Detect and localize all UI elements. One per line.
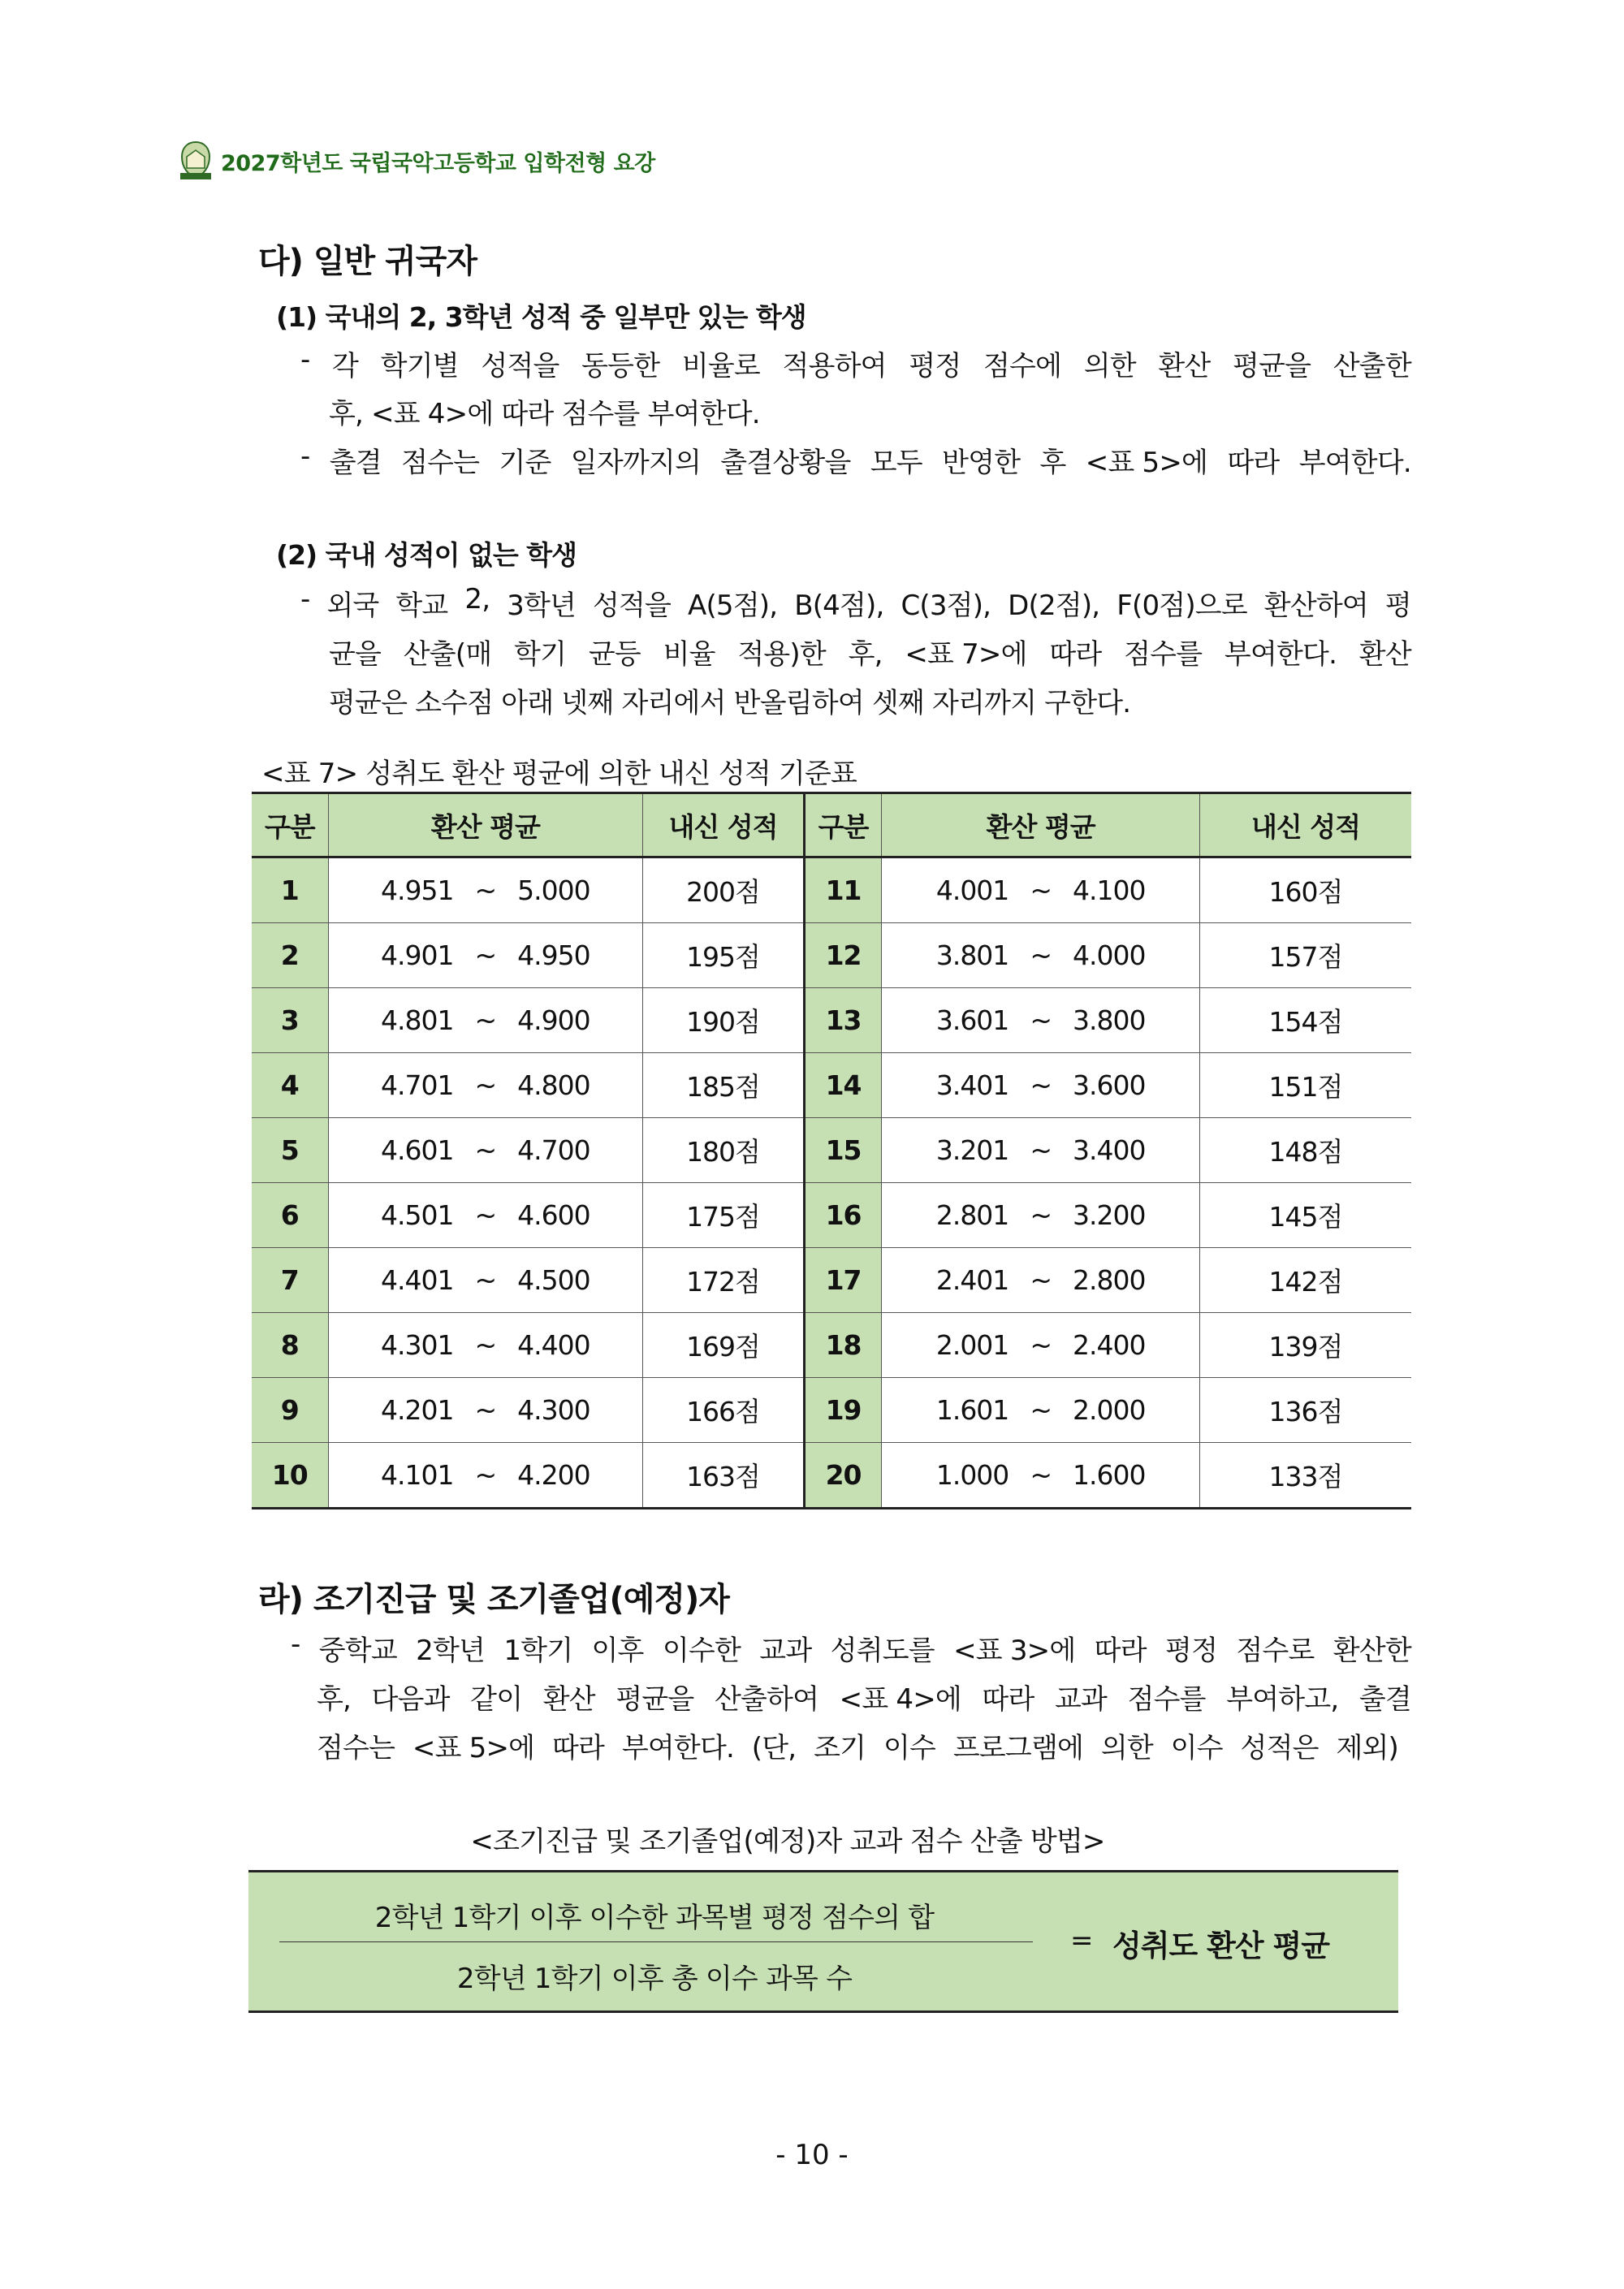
word: 산출(매 (403, 638, 492, 671)
average-range (882, 923, 1200, 988)
table-row (252, 1378, 1411, 1443)
word: <표 5>에 (412, 1732, 535, 1764)
word: 조기 (814, 1732, 866, 1764)
paragraph-line (317, 1677, 1411, 1717)
word: 부여한다. (1224, 638, 1337, 671)
range-high: 4.500 (517, 1264, 590, 1296)
formula-box (248, 1870, 1398, 2013)
score-cell (643, 1053, 805, 1118)
range-high: 4.200 (517, 1459, 590, 1491)
index-value: 13 (825, 1004, 862, 1036)
word: 점수에 (983, 350, 1062, 382)
range-low: 4.201 (381, 1394, 454, 1426)
paragraph-line: 후, <표 4>에 따라 점수를 부여한다. (329, 398, 760, 430)
score-value: 148점 (1268, 1136, 1343, 1168)
index-value: 16 (825, 1199, 862, 1231)
word: 출결상황을 (720, 447, 851, 479)
table-row (252, 1053, 1411, 1118)
range-low: 4.301 (381, 1329, 454, 1361)
word: 비율로 (681, 350, 760, 382)
word: 평정 (909, 350, 961, 382)
score-cell (1199, 1053, 1411, 1118)
row-index (252, 923, 328, 988)
word: 평균을 (615, 1683, 694, 1716)
word: 학기별 (380, 350, 459, 382)
word: - (291, 1628, 300, 1661)
word: 부여한다. (1298, 447, 1411, 479)
word: 중학교 (318, 1635, 397, 1667)
range-low: 4.601 (381, 1134, 454, 1166)
range-tilde: ~ (1030, 1199, 1052, 1231)
word: <표 7>에 (905, 638, 1027, 671)
word: 교과 (1055, 1683, 1108, 1716)
table-row (252, 1183, 1411, 1248)
paragraph-line: 평균은 소수점 아래 넷째 자리에서 반올림하여 셋째 자리까지 구한다. (329, 687, 1131, 719)
row-index (804, 857, 882, 923)
index-value: 6 (280, 1199, 299, 1231)
range-high: 2.400 (1072, 1329, 1146, 1361)
word: 환산 (542, 1683, 595, 1716)
index-value: 1 (280, 875, 299, 906)
index-value: 3 (280, 1004, 299, 1036)
range-low: 4.401 (381, 1264, 454, 1296)
row-index (804, 1183, 882, 1248)
score-value: 166점 (686, 1396, 760, 1427)
row-index (252, 1183, 328, 1248)
word: 산출하여 (714, 1683, 819, 1716)
score-cell (643, 857, 805, 923)
word: 평 (1384, 590, 1411, 622)
word: 후, (848, 638, 883, 671)
word: 평정 (1165, 1635, 1218, 1667)
word: 부여하고, (1226, 1683, 1339, 1716)
average-range (328, 1313, 643, 1378)
range-tilde: ~ (1030, 875, 1052, 906)
section-heading-da: 다) 일반 귀국자 (258, 243, 477, 280)
school-emblem-icon (177, 140, 214, 181)
word: 따라 (1049, 638, 1102, 671)
score-cell (1199, 1183, 1411, 1248)
word: 1학기 (503, 1635, 573, 1667)
range-low: 4.901 (381, 939, 454, 971)
equals-sign: = (1070, 1924, 1094, 1957)
score-cell (643, 1118, 805, 1183)
range-tilde: ~ (1030, 1459, 1052, 1491)
range-low: 3.401 (935, 1069, 1009, 1101)
word: <표 3>에 (953, 1635, 1076, 1667)
conversion-table (252, 792, 1411, 1509)
word: 성적을 (592, 590, 672, 622)
average-range (882, 1313, 1200, 1378)
range-high: 3.800 (1072, 1004, 1146, 1036)
range-high: 4.800 (517, 1069, 590, 1101)
average-range (328, 923, 643, 988)
word: 부여한다. (621, 1732, 735, 1764)
range-high: 2.000 (1072, 1394, 1146, 1426)
score-cell (1199, 857, 1411, 923)
word: 후 (1039, 447, 1066, 479)
average-range (882, 857, 1200, 923)
score-value: 169점 (686, 1331, 760, 1363)
row-index (804, 1053, 882, 1118)
range-low: 1.601 (935, 1394, 1009, 1426)
range-high: 4.300 (517, 1394, 590, 1426)
word: - (300, 440, 310, 473)
column-header: 구분 (252, 793, 328, 857)
paragraph-line (300, 343, 1411, 383)
range-low: 2.001 (935, 1329, 1009, 1361)
range-high: 1.600 (1072, 1459, 1146, 1491)
score-value: 136점 (1268, 1396, 1343, 1427)
range-low: 2.401 (935, 1264, 1009, 1296)
score-cell (1199, 1378, 1411, 1443)
word: 의한 (1083, 350, 1136, 382)
word: 따라 (1094, 1635, 1147, 1667)
word: 일자까지의 (570, 447, 702, 479)
range-tilde: ~ (474, 1459, 497, 1491)
word: 다음과 (371, 1683, 450, 1716)
index-value: 2 (280, 939, 299, 971)
score-value: 142점 (1268, 1266, 1343, 1298)
average-range (328, 1183, 643, 1248)
word: 균을 (329, 638, 382, 671)
paragraph-line (291, 1628, 1411, 1668)
word: 균등 (588, 638, 641, 671)
average-range (882, 1443, 1200, 1509)
index-value: 8 (280, 1329, 299, 1361)
word: 성취도를 (830, 1635, 935, 1667)
score-value: 200점 (686, 876, 760, 908)
table-row (252, 1443, 1411, 1509)
paragraph-line (300, 583, 1411, 623)
average-range (328, 1378, 643, 1443)
average-range (328, 857, 643, 923)
formula-caption: <조기진급 및 조기졸업(예정)자 교과 점수 산출 방법> (470, 1825, 1105, 1858)
average-range (328, 1248, 643, 1313)
word: 점수를 (1124, 638, 1203, 671)
score-cell (1199, 988, 1411, 1053)
formula-denominator: 2학년 1학기 이후 총 이수 과목 수 (456, 1963, 853, 1995)
index-value: 10 (271, 1459, 308, 1491)
table-caption: <표 7> 성취도 환산 평균에 의한 내신 성적 기준표 (261, 758, 857, 790)
word: 의한 (1100, 1732, 1153, 1764)
subsection-title-1: (1) 국내의 2, 3학년 성적 중 일부만 있는 학생 (276, 301, 806, 333)
word: 프로그램에 (952, 1732, 1084, 1764)
row-index (252, 988, 328, 1053)
range-high: 4.000 (1072, 939, 1146, 971)
range-tilde: ~ (474, 1264, 497, 1296)
column-header: 내신 성적 (643, 793, 805, 857)
word: 이수 (1170, 1732, 1223, 1764)
formula-numerator: 2학년 1학기 이후 이수한 과목별 평정 점수의 합 (374, 1902, 935, 1934)
row-index (804, 1378, 882, 1443)
range-high: 4.950 (517, 939, 590, 971)
score-cell (643, 1313, 805, 1378)
range-low: 2.801 (935, 1199, 1009, 1231)
table-header-row (252, 793, 1411, 857)
score-cell (1199, 1248, 1411, 1313)
word: <표 5>에 (1085, 447, 1208, 479)
word: 환산 (1358, 638, 1411, 671)
word: C(3점), (901, 590, 991, 622)
word: 동등한 (581, 350, 660, 382)
word: 이후 (591, 1635, 644, 1667)
range-low: 3.601 (935, 1004, 1009, 1036)
word: 학교 (395, 590, 448, 622)
score-cell (1199, 923, 1411, 988)
word: D(2점), (1008, 590, 1100, 622)
word: B(4점), (794, 590, 884, 622)
score-value: 154점 (1268, 1006, 1343, 1038)
range-tilde: ~ (474, 1329, 497, 1361)
range-high: 4.400 (517, 1329, 590, 1361)
fraction-bar (279, 1941, 1033, 1942)
formula-result: 성취도 환산 평균 (1112, 1928, 1329, 1963)
average-range (328, 1053, 643, 1118)
word: 평균을 (1233, 350, 1311, 382)
paragraph-line (300, 440, 1411, 480)
range-low: 4.951 (381, 875, 454, 906)
row-index (252, 1118, 328, 1183)
word: 출결 (1358, 1683, 1411, 1716)
word: 비율 (663, 638, 715, 671)
range-low: 4.101 (381, 1459, 454, 1491)
average-range (882, 1183, 1200, 1248)
table-row (252, 1313, 1411, 1378)
score-cell (643, 923, 805, 988)
word: 산출한 (1332, 350, 1411, 382)
average-range (328, 988, 643, 1053)
row-index (804, 1118, 882, 1183)
row-index (252, 1378, 328, 1443)
range-tilde: ~ (1030, 1134, 1052, 1166)
range-low: 3.201 (935, 1134, 1009, 1166)
word: 점수를 (1127, 1683, 1206, 1716)
range-high: 5.000 (517, 875, 590, 906)
range-tilde: ~ (474, 1199, 497, 1231)
paragraph-line (329, 632, 1411, 672)
table-row (252, 1248, 1411, 1313)
word: 각 (332, 350, 359, 382)
word: 제외) (1336, 1732, 1398, 1764)
range-high: 3.600 (1072, 1069, 1146, 1101)
table-row (252, 923, 1411, 988)
word: 후, (317, 1683, 352, 1716)
column-header: 구분 (804, 793, 882, 857)
score-value: 175점 (686, 1201, 760, 1233)
word: 2학년 (416, 1635, 486, 1667)
row-index (804, 1313, 882, 1378)
score-value: 180점 (686, 1136, 760, 1168)
word: 기준 (499, 447, 551, 479)
row-index (252, 1313, 328, 1378)
subsection-title-2: (2) 국내 성적이 없는 학생 (276, 539, 577, 571)
range-high: 2.800 (1072, 1264, 1146, 1296)
row-index (252, 857, 328, 923)
word: 이수한 (662, 1635, 741, 1667)
word: F(0점)으로 (1116, 590, 1247, 622)
score-cell (643, 988, 805, 1053)
range-tilde: ~ (1030, 1394, 1052, 1426)
range-tilde: ~ (474, 939, 497, 971)
word: - (300, 343, 310, 376)
word: 점수로 (1236, 1635, 1315, 1667)
average-range (882, 988, 1200, 1053)
word: 환산하여 (1263, 590, 1368, 622)
score-cell (643, 1183, 805, 1248)
word: A(5점), (688, 590, 778, 622)
range-tilde: ~ (474, 1134, 497, 1166)
score-cell (1199, 1443, 1411, 1509)
range-tilde: ~ (474, 875, 497, 906)
range-tilde: ~ (474, 1069, 497, 1101)
row-index (804, 1248, 882, 1313)
range-tilde: ~ (474, 1004, 497, 1036)
index-value: 9 (280, 1394, 299, 1426)
score-cell (1199, 1118, 1411, 1183)
word: 모두 (870, 447, 922, 479)
range-tilde: ~ (1030, 1264, 1052, 1296)
word: <표 4>에 (839, 1683, 961, 1716)
row-index (252, 1053, 328, 1118)
row-index (804, 988, 882, 1053)
word: 학기 (514, 638, 567, 671)
index-value: 18 (825, 1329, 862, 1361)
running-header (177, 138, 655, 184)
word: 점수는 (401, 447, 480, 479)
word: 3학년 (507, 590, 577, 622)
word: 2, (464, 583, 490, 615)
section-heading-ra: 라) 조기진급 및 조기졸업(예정)자 (258, 1581, 729, 1618)
average-range (882, 1053, 1200, 1118)
index-value: 5 (280, 1134, 299, 1166)
score-value: 145점 (1268, 1201, 1343, 1233)
word: 환산 (1158, 350, 1211, 382)
average-range (328, 1443, 643, 1509)
score-cell (1199, 1313, 1411, 1378)
word: 반영한 (942, 447, 1021, 479)
word: 이수 (883, 1732, 936, 1764)
column-header: 환산 평균 (882, 793, 1200, 857)
range-high: 3.400 (1072, 1134, 1146, 1166)
word: 같이 (470, 1683, 523, 1716)
word: 외국 (326, 590, 379, 622)
index-value: 7 (280, 1264, 299, 1296)
word: 따라 (982, 1683, 1034, 1716)
score-value: 139점 (1268, 1331, 1343, 1363)
table-row (252, 988, 1411, 1053)
range-high: 4.100 (1072, 875, 1146, 906)
page-number: - 10 - (775, 2139, 849, 2171)
score-value: 185점 (686, 1071, 760, 1103)
table-row (252, 1118, 1411, 1183)
word: - (300, 583, 310, 615)
range-low: 3.801 (935, 939, 1009, 971)
range-low: 4.501 (381, 1199, 454, 1231)
score-value: 157점 (1268, 941, 1343, 973)
index-value: 19 (825, 1394, 862, 1426)
word: 적용)한 (737, 638, 826, 671)
row-index (252, 1443, 328, 1509)
score-value: 160점 (1268, 876, 1343, 908)
score-value: 195점 (686, 941, 760, 973)
word: 교과 (759, 1635, 812, 1667)
index-value: 20 (825, 1459, 862, 1491)
paragraph-line (317, 1725, 1398, 1765)
index-value: 17 (825, 1264, 862, 1296)
row-index (804, 923, 882, 988)
index-value: 12 (825, 939, 862, 971)
score-cell (643, 1248, 805, 1313)
range-high: 4.700 (517, 1134, 590, 1166)
score-value: 133점 (1268, 1461, 1343, 1492)
row-index (252, 1248, 328, 1313)
word: 따라 (551, 1732, 605, 1764)
index-value: 15 (825, 1134, 862, 1166)
average-range (328, 1118, 643, 1183)
range-tilde: ~ (474, 1394, 497, 1426)
score-value: 163점 (686, 1461, 760, 1492)
range-low: 1.000 (935, 1459, 1009, 1491)
range-low: 4.701 (381, 1069, 454, 1101)
word: 성적을 (481, 350, 559, 382)
word: 점수는 (317, 1732, 395, 1764)
word: (단, (751, 1732, 797, 1764)
table-row (252, 857, 1411, 923)
average-range (882, 1378, 1200, 1443)
column-header: 내신 성적 (1199, 793, 1411, 857)
range-low: 4.001 (935, 875, 1009, 906)
column-header: 환산 평균 (328, 793, 643, 857)
word: 적용하여 (782, 350, 887, 382)
word: 출결 (329, 447, 382, 479)
word: 따라 (1227, 447, 1280, 479)
range-tilde: ~ (1030, 939, 1052, 971)
range-high: 4.900 (517, 1004, 590, 1036)
word: 성적은 (1240, 1732, 1319, 1764)
average-range (882, 1118, 1200, 1183)
index-value: 4 (280, 1069, 299, 1101)
index-value: 14 (825, 1069, 862, 1101)
score-cell (643, 1443, 805, 1509)
range-tilde: ~ (1030, 1329, 1052, 1361)
range-tilde: ~ (1030, 1069, 1052, 1101)
index-value: 11 (825, 875, 862, 906)
word: 환산한 (1332, 1635, 1411, 1667)
range-tilde: ~ (1030, 1004, 1052, 1036)
range-high: 3.200 (1072, 1199, 1146, 1231)
row-index (804, 1443, 882, 1509)
score-value: 190점 (686, 1006, 760, 1038)
score-value: 151점 (1268, 1071, 1343, 1103)
score-value: 172점 (686, 1266, 760, 1298)
range-high: 4.600 (517, 1199, 590, 1231)
header-title: 2027학년도 국립국악고등학교 입학전형 요강 (221, 150, 655, 176)
range-low: 4.801 (381, 1004, 454, 1036)
score-cell (643, 1378, 805, 1443)
average-range (882, 1248, 1200, 1313)
